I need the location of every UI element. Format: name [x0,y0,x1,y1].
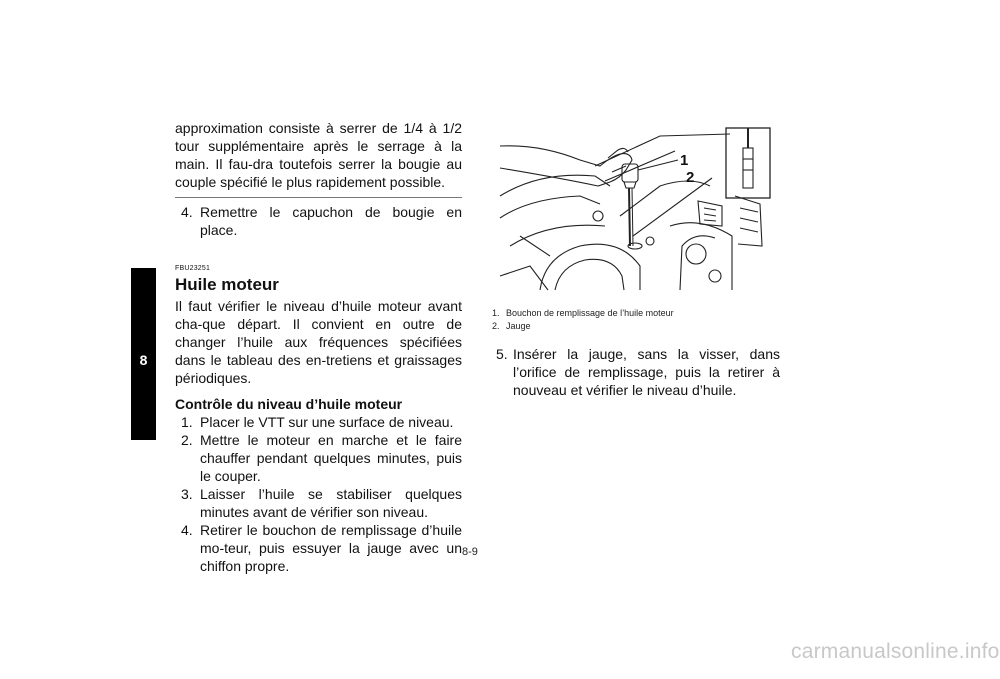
caption-item [492,320,674,333]
step-number: 4. [181,522,193,538]
step-text: Laisser l’huile se stabiliser quelques minutes avant de vérifier son niveau. [200,486,462,520]
step-text: Remettre le capuchon de bougie en place. [200,204,462,238]
step-item [175,521,462,575]
section-title: Huile moteur [175,275,279,294]
intro-paragraph: approximation consiste à serrer de 1/4 à 1/2 tour supplémentaire après le serrage à la main. Il fau-dra toutefois serrer la bougie au couple spécifié le plus rapidement possible. [175,120,462,190]
subsection-title: Contrôle du niveau d’huile moteur [175,396,403,412]
step-item [175,203,462,239]
step-item [488,345,780,399]
section-code: FBU23251 [175,265,211,272]
step-item [175,485,462,521]
step-number: 1. [181,414,193,430]
step-number: 4. [181,204,193,220]
right-column [488,345,780,399]
step-text: Placer le VTT sur une surface de niveau. [200,414,454,430]
step-number: 3. [181,486,193,502]
callout-2: 2 [686,169,695,186]
caption-number: 1. [492,308,500,318]
caption-number: 2. [492,321,500,331]
figure-captions [492,307,674,333]
caption-text: Jauge [506,321,531,331]
left-column [175,119,462,575]
step-item [175,431,462,485]
caption-item [492,307,674,320]
chapter-tab: 8 [131,268,156,440]
step-text: Insérer la jauge, sans la visser, dans l’orifice de remplissage, puis la retirer à nouveau et vérifier le niveau d’huile. [513,346,780,398]
step-text: Retirer le bouchon de remplissage d’huile mo-teur, puis essuyer la jauge avec un chiffon propre. [200,522,462,574]
watermark: carmanualsonline.info [791,640,1000,663]
step-number: 2. [181,432,193,448]
step-item [175,413,462,431]
section-paragraph: Il faut vérifier le niveau d’huile moteur avant cha-que départ. Il convient en outre de changer l’huile aux fréquences spécifiées dans le tableau des en-tretiens et graissages périodiques. [175,298,462,386]
caption-text: Bouchon de remplissage de l’huile moteur [506,308,674,318]
page-number: 8-9 [462,546,478,558]
engine-oil-illustration [500,126,772,290]
callout-1: 1 [680,152,689,169]
step-number: 5. [496,346,508,362]
divider [175,197,462,198]
step-text: Mettre le moteur en marche et le faire chauffer pendant quelques minutes, puis le couper. [200,432,462,484]
